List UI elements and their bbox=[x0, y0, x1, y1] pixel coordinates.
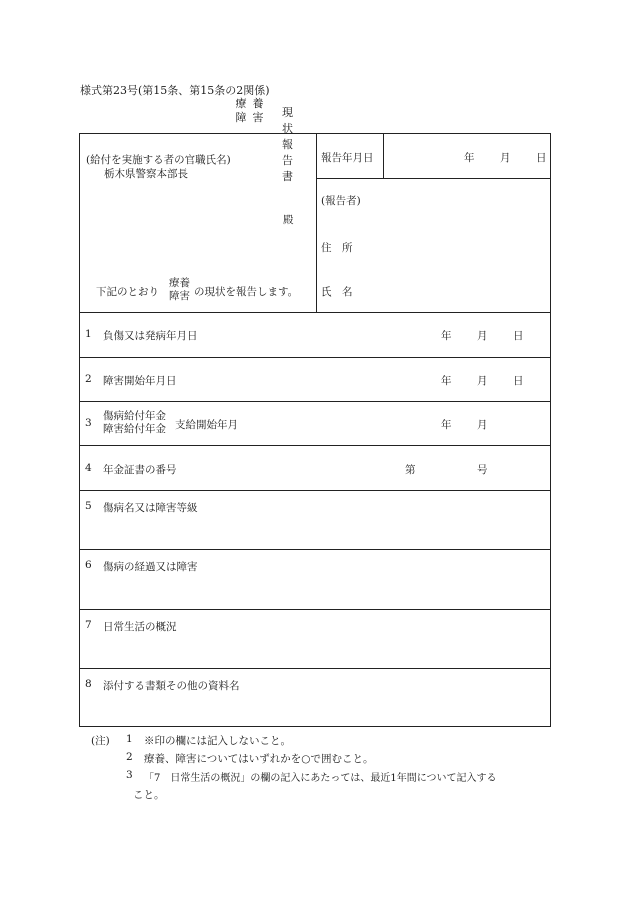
row-divider-4 bbox=[79, 445, 551, 446]
item-number: 1 bbox=[85, 328, 92, 340]
form-number: 様式第23号(第15条、第15条の2関係) bbox=[80, 84, 270, 97]
item-label: 傷病名又は障害等級 bbox=[103, 502, 198, 514]
item-label: 年金証書の番号 bbox=[103, 464, 177, 476]
addressee-name: 栃木県警察本部長 bbox=[104, 168, 188, 180]
item-label: 負傷又は発病年月日 bbox=[103, 330, 198, 342]
item-number: 6 bbox=[85, 559, 92, 571]
item-month-unit: 月 bbox=[477, 330, 488, 342]
item-certificate-prefix: 第 bbox=[405, 464, 416, 476]
note-number: 3 bbox=[126, 769, 133, 781]
item-month-unit: 月 bbox=[477, 375, 488, 387]
item-certificate-suffix: 号 bbox=[477, 464, 488, 476]
item-label: 障害開始年月日 bbox=[103, 375, 177, 387]
item-year-unit: 年 bbox=[441, 419, 452, 431]
item-number: 8 bbox=[85, 678, 92, 690]
row-divider-2 bbox=[79, 357, 551, 358]
title-main: 現状報告書 bbox=[282, 106, 303, 183]
addressee-label: (給付を実施する者の官職氏名) bbox=[86, 154, 231, 166]
title-option-shogai: 障害 bbox=[235, 111, 270, 124]
item-year-unit: 年 bbox=[441, 330, 452, 342]
item-year-unit: 年 bbox=[441, 375, 452, 387]
item-month-unit: 月 bbox=[477, 419, 488, 431]
divider-date-bottom bbox=[316, 178, 551, 179]
row-divider-8 bbox=[79, 668, 551, 669]
item-label: 日常生活の概況 bbox=[103, 621, 177, 633]
statement-option-shogai: 障害 bbox=[169, 290, 190, 302]
item-label: 添付する書類その他の資料名 bbox=[103, 680, 240, 692]
note-text: 療養、障害についてはいずれかを○で囲むこと。 bbox=[144, 753, 374, 765]
notes-heading: (注) bbox=[91, 735, 110, 747]
item-number: 2 bbox=[85, 373, 92, 385]
title-option-ryoyo: 療養 bbox=[235, 97, 270, 110]
title-option-stack bbox=[230, 97, 275, 125]
row-divider-1 bbox=[79, 312, 551, 313]
item-pension-type-injury: 傷病給付年金 bbox=[103, 410, 166, 422]
note-number: 2 bbox=[126, 751, 133, 763]
divider-date-vertical bbox=[383, 134, 384, 178]
item-number: 7 bbox=[85, 619, 92, 631]
report-date-label: 報告年月日 bbox=[321, 152, 374, 164]
item-number: 4 bbox=[85, 462, 92, 474]
item-number: 3 bbox=[85, 417, 92, 429]
report-date-month: 月 bbox=[500, 152, 511, 164]
item-label: 傷病の経過又は障害 bbox=[103, 561, 198, 573]
reporter-name-label: 氏 名 bbox=[321, 286, 353, 298]
row-divider-7 bbox=[79, 609, 551, 610]
statement-suffix: の現状を報告します。 bbox=[194, 286, 299, 298]
reporter-address-label: 住 所 bbox=[321, 242, 353, 254]
row-divider-6 bbox=[79, 549, 551, 550]
report-date-day: 日 bbox=[536, 152, 547, 164]
reporter-label: (報告者) bbox=[321, 195, 361, 207]
note-text: ※印の欄には記入しないこと。 bbox=[144, 735, 291, 747]
note-number: 1 bbox=[126, 733, 133, 745]
item-day-unit: 日 bbox=[513, 375, 524, 387]
note-text-continuation: こと。 bbox=[133, 789, 165, 801]
row-divider-5 bbox=[79, 490, 551, 491]
report-date-year: 年 bbox=[464, 152, 475, 164]
item-pension-type-stack bbox=[103, 410, 166, 436]
divider-top-vertical bbox=[316, 134, 317, 312]
item-number: 5 bbox=[85, 500, 92, 512]
item-pension-type-disability: 障害給付年金 bbox=[103, 423, 166, 435]
statement-option-stack bbox=[169, 277, 190, 303]
item-day-unit: 日 bbox=[513, 330, 524, 342]
statement-prefix: 下記のとおり bbox=[96, 286, 159, 298]
addressee-honorific: 殿 bbox=[283, 214, 294, 226]
row-divider-3 bbox=[79, 401, 551, 402]
note-text: 「7 日常生活の概況」の欄の記入にあたっては、最近1年間について記入する bbox=[144, 773, 497, 784]
item-label-suffix: 支給開始年月 bbox=[175, 419, 238, 431]
statement-option-ryoyo: 療養 bbox=[169, 277, 190, 289]
